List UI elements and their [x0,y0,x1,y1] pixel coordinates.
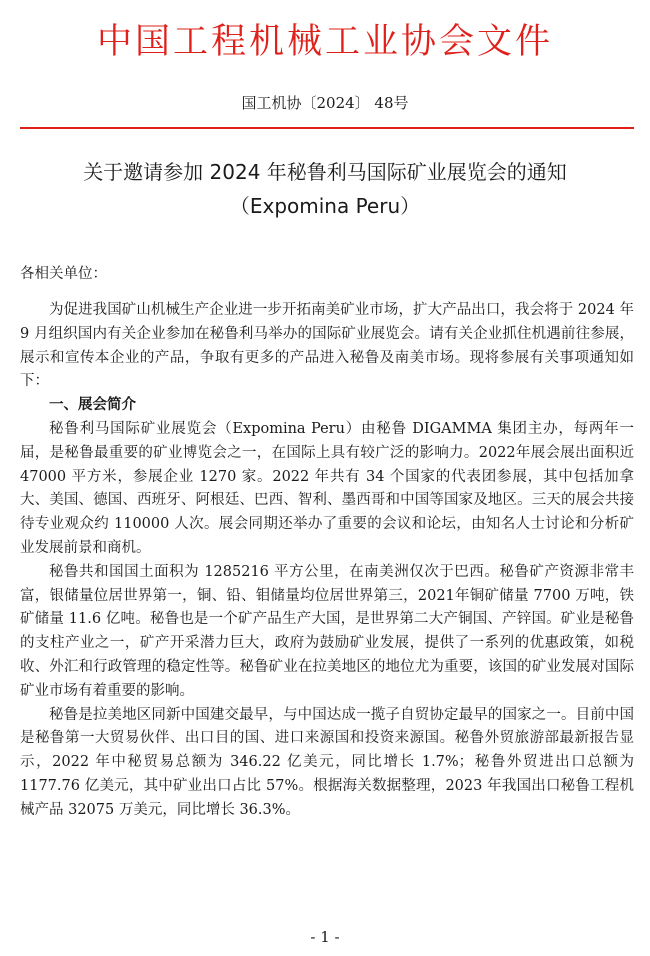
intro-paragraph: 为促进我国矿山机械生产企业进一步开拓南美矿业市场，扩大产品出口，我会将于 2024 年 9 月组织国内有关企业参加在秘鲁利马举办的国际矿业展览会。请有关企业抓住机遇前往参展，展示和宣传本企业的产品，争取有更多的产品进入秘鲁及南美市场。现将参展有关事项通知如下： [20,302,634,390]
red-divider-line [20,127,634,129]
document-number: 国工机协〔2024〕 48号 [241,94,409,112]
masthead-title: 中国工程机械工业协会文件 [96,22,553,62]
peru-mining-paragraph: 秘鲁共和国国土面积为 1285216 平方公里，在南美洲仅次于巴西。秘鲁矿产资源非常丰富，银储量位居世界第一，铜、铅、钼储量均位居世界第三，2021年铜矿储量 7700 万吨，铁矿储量 11.6 亿吨。秘鲁也是一个矿产品生产大国，是世界第二大产铜国、产锌国。矿业是秘鲁的支柱产业之一，矿产开采潜力巨大，政府为鼓励矿业发展，提供了一系列的优惠政策，如税收、外汇和行政管理的稳定性等。秘鲁矿业在拉美地区的地位尤为重要，该国的矿业发展对国际矿业市场有着重要的影响。 [20,563,634,699]
notice-title [0,155,650,223]
salutation: 各相关单位： [20,266,107,282]
notice-title-line1: 关于邀请参加 2024 年秘鲁利马国际矿业展览会的通知 [83,160,567,184]
section-heading: 一、展会简介 [49,397,136,414]
exhibition-paragraph: 秘鲁利马国际矿业展览会（Expomina Peru）由秘鲁 DIGAMMA 集团主办，每两年一届，是秘鲁最重要的矿业博览会之一，在国际上具有较广泛的影响力。2022年展会展出面积近 47000 平方米，参展企业 1270 家。2022 年共有 34 个国家的代表团参展，其中包括加拿大、美国、德国、西班牙、阿根廷、巴西、智利、墨西哥和中国等国家及地区。三天的展会共接待专业观众约 110000 人次。展会同期还举办了重要的会议和论坛，由知名人士讨论和分析矿业发展前景和商机。 [20,420,634,556]
document-body [20,299,634,823]
trade-paragraph: 秘鲁是拉美地区同新中国建交最早，与中国达成一揽子自贸协定最早的国家之一。目前中国是秘鲁第一大贸易伙伴、出口目的国、进口来源国和投资来源国。秘鲁外贸旅游部最新报告显示，2022 年中秘贸易总额为 346.22 亿美元，同比增长 1.7%；秘鲁外贸进出口总额为 1177.76 亿美元，其中矿业出口占比 57%。根据海关数据整理，2023 年我国出口秘鲁工程机械产品 32075 万美元，同比增长 36.3%。 [20,706,634,818]
page-number: - 1 - [310,928,340,946]
notice-title-line2: （Expomina Peru） [229,194,421,218]
